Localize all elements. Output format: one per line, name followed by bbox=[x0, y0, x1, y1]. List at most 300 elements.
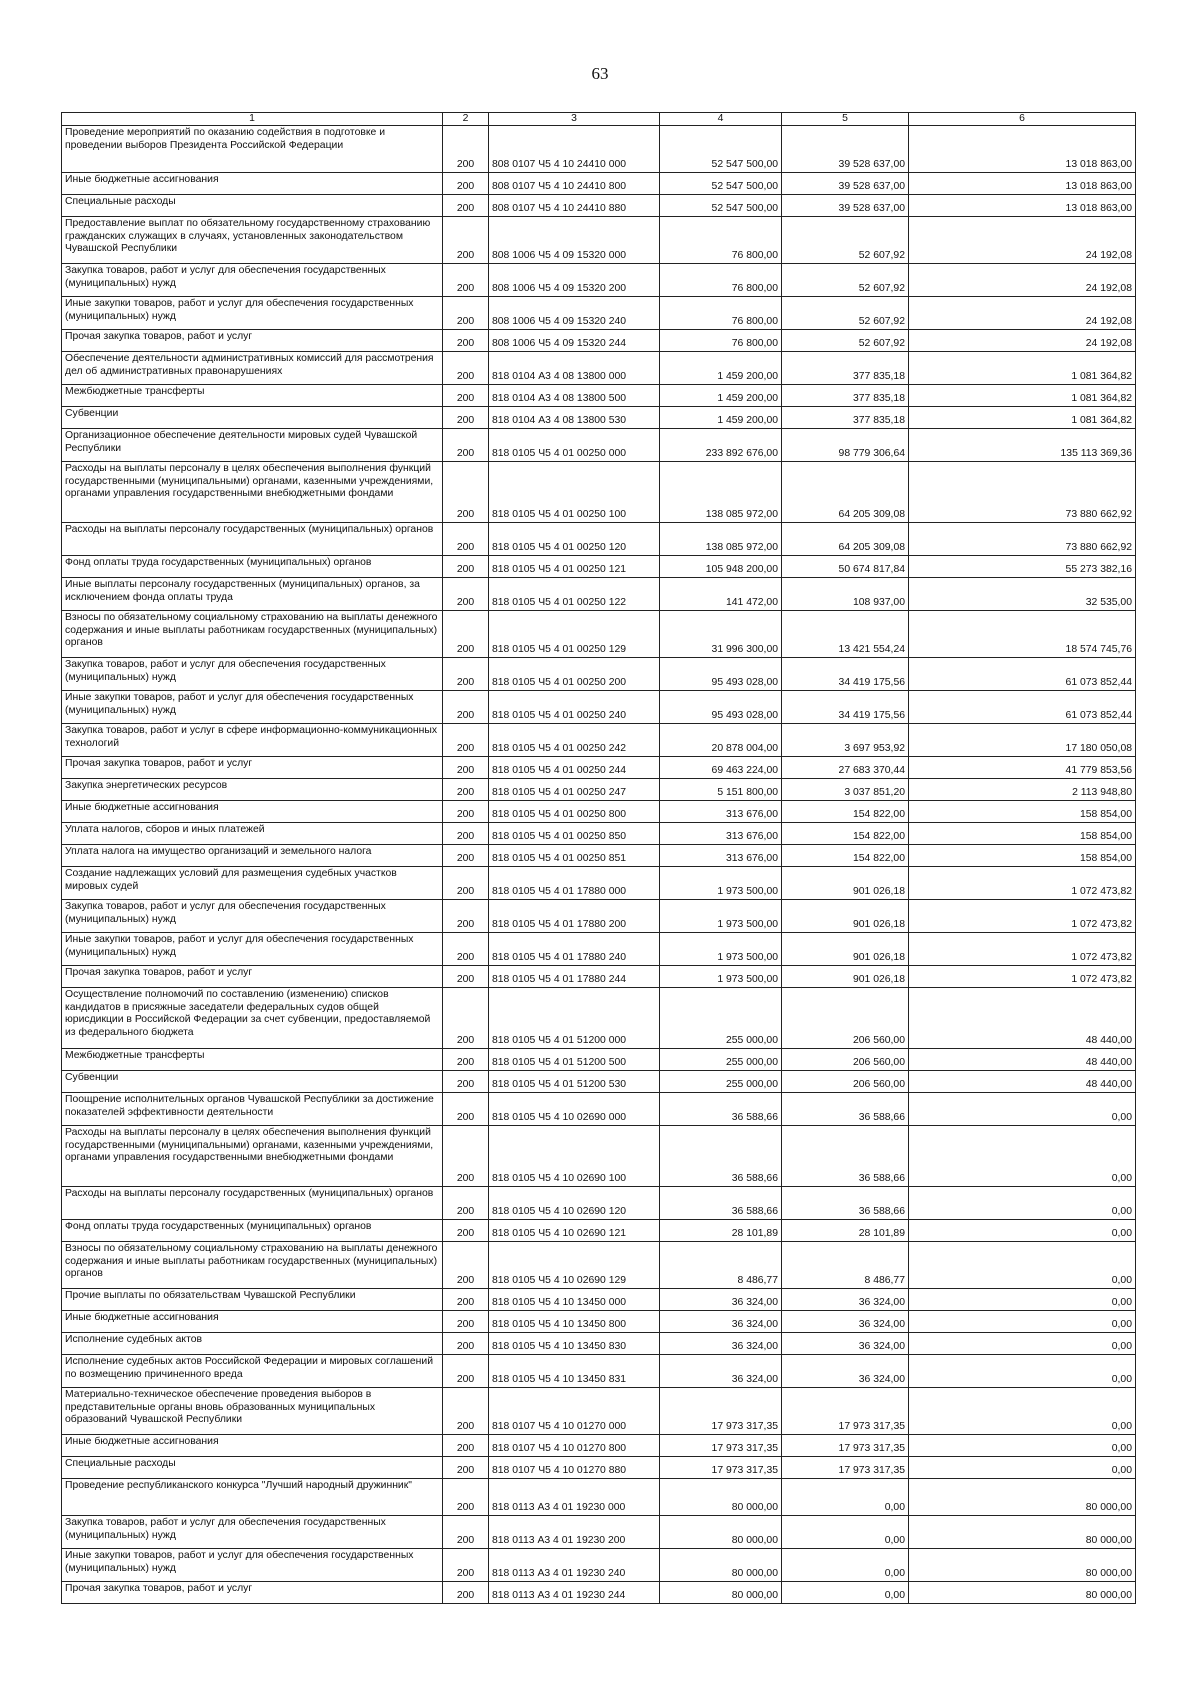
line-code-cell: 200 bbox=[443, 407, 489, 429]
executed-amount-cell: 36 324,00 bbox=[782, 1355, 909, 1388]
table-row bbox=[62, 1289, 1136, 1311]
unexecuted-amount-cell: 1 072 473,82 bbox=[909, 867, 1136, 900]
approved-amount-cell: 313 676,00 bbox=[660, 845, 782, 867]
budget-code-cell: 808 0107 Ч5 4 10 24410 000 bbox=[489, 126, 660, 173]
executed-amount-cell: 377 835,18 bbox=[782, 385, 909, 407]
line-code-cell: 200 bbox=[443, 1333, 489, 1355]
column-header-4: 4 bbox=[660, 113, 782, 126]
budget-code-cell: 818 0105 Ч5 4 10 13450 830 bbox=[489, 1333, 660, 1355]
unexecuted-amount-cell: 73 880 662,92 bbox=[909, 523, 1136, 556]
table-row bbox=[62, 1479, 1136, 1516]
row-name-text: Прочая закупка товаров, работ и услуг bbox=[65, 1583, 253, 1595]
line-code-cell: 200 bbox=[443, 462, 489, 523]
table-row bbox=[62, 845, 1136, 867]
budget-code-cell: 818 0105 Ч5 4 01 00250 242 bbox=[489, 724, 660, 757]
table-row bbox=[62, 578, 1136, 611]
table-row bbox=[62, 1435, 1136, 1457]
approved-amount-cell: 36 324,00 bbox=[660, 1333, 782, 1355]
table-row bbox=[62, 429, 1136, 462]
executed-amount-cell: 36 588,66 bbox=[782, 1093, 909, 1126]
approved-amount-cell: 255 000,00 bbox=[660, 988, 782, 1049]
unexecuted-amount-cell: 17 180 050,08 bbox=[909, 724, 1136, 757]
row-name-text: Закупка товаров, работ и услуг для обеспечения государственных (муниципальных) нужд bbox=[65, 659, 386, 683]
name-cell bbox=[62, 385, 443, 407]
budget-code-cell: 818 0107 Ч5 4 10 01270 880 bbox=[489, 1457, 660, 1479]
unexecuted-amount-cell: 24 192,08 bbox=[909, 264, 1136, 297]
line-code-cell: 200 bbox=[443, 724, 489, 757]
row-name-text: Уплата налога на имущество организаций и земельного налога bbox=[65, 846, 372, 858]
executed-amount-cell: 36 324,00 bbox=[782, 1289, 909, 1311]
budget-code-cell: 818 0104 А3 4 08 13800 530 bbox=[489, 407, 660, 429]
table-row bbox=[62, 195, 1136, 217]
approved-amount-cell: 80 000,00 bbox=[660, 1516, 782, 1549]
table-row bbox=[62, 1333, 1136, 1355]
executed-amount-cell: 34 419 175,56 bbox=[782, 658, 909, 691]
approved-amount-cell: 1 973 500,00 bbox=[660, 900, 782, 933]
approved-amount-cell: 138 085 972,00 bbox=[660, 523, 782, 556]
line-code-cell: 200 bbox=[443, 1582, 489, 1604]
row-name-text: Межбюджетные трансферты bbox=[65, 386, 205, 398]
table-row bbox=[62, 801, 1136, 823]
table-row bbox=[62, 611, 1136, 658]
name-cell bbox=[62, 1516, 443, 1549]
unexecuted-amount-cell: 0,00 bbox=[909, 1093, 1136, 1126]
approved-amount-cell: 69 463 224,00 bbox=[660, 757, 782, 779]
executed-amount-cell: 0,00 bbox=[782, 1479, 909, 1516]
name-cell bbox=[62, 691, 443, 724]
budget-code-cell: 818 0105 Ч5 4 10 13450 800 bbox=[489, 1311, 660, 1333]
name-cell bbox=[62, 126, 443, 173]
budget-code-cell: 818 0105 Ч5 4 01 00250 000 bbox=[489, 429, 660, 462]
row-name-text: Иные закупки товаров, работ и услуг для обеспечения государственных (муниципальных) нужд bbox=[65, 298, 414, 322]
approved-amount-cell: 76 800,00 bbox=[660, 330, 782, 352]
approved-amount-cell: 80 000,00 bbox=[660, 1582, 782, 1604]
budget-code-cell: 818 0105 Ч5 4 01 17880 240 bbox=[489, 933, 660, 966]
row-name-text: Прочая закупка товаров, работ и услуг bbox=[65, 758, 253, 770]
table-row bbox=[62, 1311, 1136, 1333]
unexecuted-amount-cell: 13 018 863,00 bbox=[909, 195, 1136, 217]
row-name-text: Иные бюджетные ассигнования bbox=[65, 174, 219, 186]
line-code-cell: 200 bbox=[443, 352, 489, 385]
line-code-cell: 200 bbox=[443, 578, 489, 611]
approved-amount-cell: 1 973 500,00 bbox=[660, 966, 782, 988]
executed-amount-cell: 154 822,00 bbox=[782, 801, 909, 823]
executed-amount-cell: 39 528 637,00 bbox=[782, 126, 909, 173]
row-name-text: Иные бюджетные ассигнования bbox=[65, 802, 219, 814]
line-code-cell: 200 bbox=[443, 933, 489, 966]
table-row bbox=[62, 724, 1136, 757]
column-header-3: 3 bbox=[489, 113, 660, 126]
line-code-cell: 200 bbox=[443, 1388, 489, 1435]
column-header-2: 2 bbox=[443, 113, 489, 126]
unexecuted-amount-cell: 2 113 948,80 bbox=[909, 779, 1136, 801]
name-cell bbox=[62, 297, 443, 330]
unexecuted-amount-cell: 0,00 bbox=[909, 1220, 1136, 1242]
name-cell bbox=[62, 264, 443, 297]
executed-amount-cell: 901 026,18 bbox=[782, 900, 909, 933]
name-cell bbox=[62, 801, 443, 823]
unexecuted-amount-cell: 61 073 852,44 bbox=[909, 691, 1136, 724]
line-code-cell: 200 bbox=[443, 1126, 489, 1187]
approved-amount-cell: 105 948 200,00 bbox=[660, 556, 782, 578]
unexecuted-amount-cell: 0,00 bbox=[909, 1311, 1136, 1333]
approved-amount-cell: 36 324,00 bbox=[660, 1355, 782, 1388]
table-row bbox=[62, 757, 1136, 779]
unexecuted-amount-cell: 80 000,00 bbox=[909, 1479, 1136, 1516]
approved-amount-cell: 1 459 200,00 bbox=[660, 352, 782, 385]
unexecuted-amount-cell: 48 440,00 bbox=[909, 988, 1136, 1049]
row-name-text: Специальные расходы bbox=[65, 1458, 176, 1470]
name-cell bbox=[62, 1549, 443, 1582]
executed-amount-cell: 0,00 bbox=[782, 1516, 909, 1549]
budget-code-cell: 818 0105 Ч5 4 01 00250 851 bbox=[489, 845, 660, 867]
approved-amount-cell: 313 676,00 bbox=[660, 801, 782, 823]
approved-amount-cell: 80 000,00 bbox=[660, 1479, 782, 1516]
unexecuted-amount-cell: 0,00 bbox=[909, 1126, 1136, 1187]
budget-code-cell: 818 0104 А3 4 08 13800 000 bbox=[489, 352, 660, 385]
executed-amount-cell: 36 588,66 bbox=[782, 1187, 909, 1220]
budget-code-cell: 818 0105 Ч5 4 10 02690 121 bbox=[489, 1220, 660, 1242]
row-name-text: Материально-техническое обеспечение проведения выборов в представительные органы вновь образованных муниципальных образований Чувашской Республики bbox=[65, 1389, 376, 1426]
line-code-cell: 200 bbox=[443, 988, 489, 1049]
row-name-text: Создание надлежащих условий для размещения судебных участков мировых судей bbox=[65, 868, 397, 892]
unexecuted-amount-cell: 158 854,00 bbox=[909, 801, 1136, 823]
name-cell bbox=[62, 757, 443, 779]
table-row bbox=[62, 1516, 1136, 1549]
budget-code-cell: 818 0105 Ч5 4 01 00250 121 bbox=[489, 556, 660, 578]
name-cell bbox=[62, 1242, 443, 1289]
unexecuted-amount-cell: 1 081 364,82 bbox=[909, 352, 1136, 385]
table-row bbox=[62, 264, 1136, 297]
unexecuted-amount-cell: 0,00 bbox=[909, 1187, 1136, 1220]
line-code-cell: 200 bbox=[443, 1093, 489, 1126]
line-code-cell: 200 bbox=[443, 1457, 489, 1479]
line-code-cell: 200 bbox=[443, 330, 489, 352]
unexecuted-amount-cell: 0,00 bbox=[909, 1242, 1136, 1289]
table-row bbox=[62, 1457, 1136, 1479]
table-row bbox=[62, 658, 1136, 691]
budget-code-cell: 818 0105 Ч5 4 10 02690 100 bbox=[489, 1126, 660, 1187]
budget-code-cell: 818 0113 А3 4 01 19230 240 bbox=[489, 1549, 660, 1582]
budget-code-cell: 818 0105 Ч5 4 01 51200 500 bbox=[489, 1049, 660, 1071]
row-name-text: Фонд оплаты труда государственных (муниципальных) органов bbox=[65, 557, 372, 569]
budget-code-cell: 818 0105 Ч5 4 01 00250 122 bbox=[489, 578, 660, 611]
executed-amount-cell: 154 822,00 bbox=[782, 823, 909, 845]
executed-amount-cell: 52 607,92 bbox=[782, 217, 909, 264]
row-name-text: Обеспечение деятельности административных комиссий для рассмотрения дел об административных правонарушениях bbox=[65, 353, 434, 377]
column-header-1: 1 bbox=[62, 113, 443, 126]
name-cell bbox=[62, 1355, 443, 1388]
line-code-cell: 200 bbox=[443, 1516, 489, 1549]
name-cell bbox=[62, 1187, 443, 1220]
approved-amount-cell: 20 878 004,00 bbox=[660, 724, 782, 757]
approved-amount-cell: 31 996 300,00 bbox=[660, 611, 782, 658]
executed-amount-cell: 17 973 317,35 bbox=[782, 1388, 909, 1435]
budget-code-cell: 818 0105 Ч5 4 01 00250 200 bbox=[489, 658, 660, 691]
name-cell bbox=[62, 1126, 443, 1187]
name-cell bbox=[62, 330, 443, 352]
name-cell bbox=[62, 1289, 443, 1311]
unexecuted-amount-cell: 0,00 bbox=[909, 1388, 1136, 1435]
name-cell bbox=[62, 462, 443, 523]
row-name-text: Прочие выплаты по обязательствам Чувашской Республики bbox=[65, 1290, 356, 1302]
row-name-text: Закупка энергетических ресурсов bbox=[65, 780, 228, 792]
table-row bbox=[62, 1187, 1136, 1220]
table-row bbox=[62, 1071, 1136, 1093]
name-cell bbox=[62, 933, 443, 966]
executed-amount-cell: 3 037 851,20 bbox=[782, 779, 909, 801]
name-cell bbox=[62, 578, 443, 611]
budget-code-cell: 818 0105 Ч5 4 01 17880 244 bbox=[489, 966, 660, 988]
budget-code-cell: 808 0107 Ч5 4 10 24410 880 bbox=[489, 195, 660, 217]
line-code-cell: 200 bbox=[443, 845, 489, 867]
line-code-cell: 200 bbox=[443, 1049, 489, 1071]
executed-amount-cell: 13 421 554,24 bbox=[782, 611, 909, 658]
name-cell bbox=[62, 217, 443, 264]
row-name-text: Иные закупки товаров, работ и услуг для обеспечения государственных (муниципальных) нужд bbox=[65, 934, 414, 958]
executed-amount-cell: 377 835,18 bbox=[782, 352, 909, 385]
unexecuted-amount-cell: 55 273 382,16 bbox=[909, 556, 1136, 578]
name-cell bbox=[62, 658, 443, 691]
executed-amount-cell: 154 822,00 bbox=[782, 845, 909, 867]
budget-code-cell: 818 0113 А3 4 01 19230 000 bbox=[489, 1479, 660, 1516]
row-name-text: Субвенции bbox=[65, 408, 119, 420]
approved-amount-cell: 313 676,00 bbox=[660, 823, 782, 845]
approved-amount-cell: 138 085 972,00 bbox=[660, 462, 782, 523]
budget-code-cell: 818 0105 Ч5 4 01 00250 100 bbox=[489, 462, 660, 523]
executed-amount-cell: 27 683 370,44 bbox=[782, 757, 909, 779]
budget-code-cell: 818 0105 Ч5 4 01 00250 247 bbox=[489, 779, 660, 801]
table-row bbox=[62, 462, 1136, 523]
table-row bbox=[62, 330, 1136, 352]
unexecuted-amount-cell: 158 854,00 bbox=[909, 845, 1136, 867]
table-row bbox=[62, 988, 1136, 1049]
unexecuted-amount-cell: 48 440,00 bbox=[909, 1071, 1136, 1093]
line-code-cell: 200 bbox=[443, 1289, 489, 1311]
budget-code-cell: 808 1006 Ч5 4 09 15320 000 bbox=[489, 217, 660, 264]
row-name-text: Фонд оплаты труда государственных (муниципальных) органов bbox=[65, 1221, 372, 1233]
approved-amount-cell: 36 588,66 bbox=[660, 1187, 782, 1220]
line-code-cell: 200 bbox=[443, 900, 489, 933]
row-name-text: Закупка товаров, работ и услуг для обеспечения государственных (муниципальных) нужд bbox=[65, 1517, 386, 1541]
budget-code-cell: 808 1006 Ч5 4 09 15320 200 bbox=[489, 264, 660, 297]
table-row bbox=[62, 1093, 1136, 1126]
name-cell bbox=[62, 1582, 443, 1604]
row-name-text: Закупка товаров, работ и услуг для обеспечения государственных (муниципальных) нужд bbox=[65, 265, 386, 289]
column-header-5: 5 bbox=[782, 113, 909, 126]
budget-code-cell: 818 0105 Ч5 4 01 00250 244 bbox=[489, 757, 660, 779]
row-name-text: Организационное обеспечение деятельности мировых судей Чувашской Республики bbox=[65, 430, 418, 454]
table-row bbox=[62, 385, 1136, 407]
unexecuted-amount-cell: 0,00 bbox=[909, 1457, 1136, 1479]
row-name-text: Специальные расходы bbox=[65, 196, 176, 208]
table-row bbox=[62, 1242, 1136, 1289]
name-cell bbox=[62, 823, 443, 845]
name-cell bbox=[62, 1220, 443, 1242]
row-name-text: Поощрение исполнительных органов Чувашской Республики за достижение показателей эффективности деятельности bbox=[65, 1094, 434, 1118]
row-name-text: Расходы на выплаты персоналу в целях обеспечения выполнения функций государственными (муниципальными) органами, казенными учреждениями, органами управления государственными внебюджетными фондами bbox=[65, 1127, 434, 1164]
budget-code-cell: 818 0105 Ч5 4 01 17880 200 bbox=[489, 900, 660, 933]
line-code-cell: 200 bbox=[443, 757, 489, 779]
row-name-text: Иные закупки товаров, работ и услуг для обеспечения государственных (муниципальных) нужд bbox=[65, 1550, 414, 1574]
table-row bbox=[62, 900, 1136, 933]
budget-code-cell: 818 0105 Ч5 4 10 02690 129 bbox=[489, 1242, 660, 1289]
executed-amount-cell: 52 607,92 bbox=[782, 330, 909, 352]
executed-amount-cell: 52 607,92 bbox=[782, 264, 909, 297]
line-code-cell: 200 bbox=[443, 779, 489, 801]
row-name-text: Взносы по обязательному социальному страхованию на выплаты денежного содержания и иные выплаты работникам государственных (муниципальных) органов bbox=[65, 612, 438, 649]
line-code-cell: 200 bbox=[443, 264, 489, 297]
budget-code-cell: 818 0105 Ч5 4 01 00250 240 bbox=[489, 691, 660, 724]
unexecuted-amount-cell: 0,00 bbox=[909, 1355, 1136, 1388]
page-number: 63 bbox=[591, 64, 609, 83]
row-name-text: Прочая закупка товаров, работ и услуг bbox=[65, 967, 253, 979]
unexecuted-amount-cell: 41 779 853,56 bbox=[909, 757, 1136, 779]
line-code-cell: 200 bbox=[443, 195, 489, 217]
executed-amount-cell: 206 560,00 bbox=[782, 1071, 909, 1093]
executed-amount-cell: 0,00 bbox=[782, 1549, 909, 1582]
name-cell bbox=[62, 845, 443, 867]
line-code-cell: 200 bbox=[443, 523, 489, 556]
executed-amount-cell: 901 026,18 bbox=[782, 966, 909, 988]
budget-code-cell: 818 0105 Ч5 4 10 13450 831 bbox=[489, 1355, 660, 1388]
approved-amount-cell: 255 000,00 bbox=[660, 1071, 782, 1093]
name-cell bbox=[62, 407, 443, 429]
line-code-cell: 200 bbox=[443, 691, 489, 724]
table-row bbox=[62, 1549, 1136, 1582]
table-row bbox=[62, 126, 1136, 173]
table-row bbox=[62, 352, 1136, 385]
table-row bbox=[62, 933, 1136, 966]
approved-amount-cell: 95 493 028,00 bbox=[660, 691, 782, 724]
name-cell bbox=[62, 352, 443, 385]
unexecuted-amount-cell: 24 192,08 bbox=[909, 297, 1136, 330]
row-name-text: Иные бюджетные ассигнования bbox=[65, 1436, 219, 1448]
row-name-text: Взносы по обязательному социальному страхованию на выплаты денежного содержания и иные выплаты работникам государственных (муниципальных) органов bbox=[65, 1243, 438, 1280]
line-code-cell: 200 bbox=[443, 217, 489, 264]
line-code-cell: 200 bbox=[443, 556, 489, 578]
approved-amount-cell: 52 547 500,00 bbox=[660, 173, 782, 195]
line-code-cell: 200 bbox=[443, 823, 489, 845]
budget-code-cell: 818 0105 Ч5 4 01 51200 000 bbox=[489, 988, 660, 1049]
line-code-cell: 200 bbox=[443, 1071, 489, 1093]
approved-amount-cell: 17 973 317,35 bbox=[660, 1457, 782, 1479]
executed-amount-cell: 39 528 637,00 bbox=[782, 195, 909, 217]
name-cell bbox=[62, 1333, 443, 1355]
name-cell bbox=[62, 867, 443, 900]
budget-code-cell: 818 0113 А3 4 01 19230 244 bbox=[489, 1582, 660, 1604]
row-name-text: Уплата налогов, сборов и иных платежей bbox=[65, 824, 265, 836]
approved-amount-cell: 141 472,00 bbox=[660, 578, 782, 611]
row-name-text: Проведение республиканского конкурса "Лучший народный дружинник" bbox=[65, 1480, 412, 1492]
unexecuted-amount-cell: 135 113 369,36 bbox=[909, 429, 1136, 462]
approved-amount-cell: 17 973 317,35 bbox=[660, 1435, 782, 1457]
executed-amount-cell: 17 973 317,35 bbox=[782, 1435, 909, 1457]
table-row bbox=[62, 1355, 1136, 1388]
table-row bbox=[62, 173, 1136, 195]
row-name-text: Исполнение судебных актов Российской Федерации и мировых соглашений по возмещению причиненного вреда bbox=[65, 1356, 434, 1380]
line-code-cell: 200 bbox=[443, 1220, 489, 1242]
executed-amount-cell: 64 205 309,08 bbox=[782, 523, 909, 556]
table-body bbox=[62, 126, 1136, 1604]
unexecuted-amount-cell: 0,00 bbox=[909, 1333, 1136, 1355]
table-row bbox=[62, 966, 1136, 988]
approved-amount-cell: 36 588,66 bbox=[660, 1093, 782, 1126]
table-row bbox=[62, 1220, 1136, 1242]
row-name-text: Расходы на выплаты персоналу государственных (муниципальных) органов bbox=[65, 524, 434, 536]
table-row bbox=[62, 556, 1136, 578]
table-row bbox=[62, 823, 1136, 845]
budget-code-cell: 818 0104 А3 4 08 13800 500 bbox=[489, 385, 660, 407]
name-cell bbox=[62, 523, 443, 556]
budget-code-cell: 818 0105 Ч5 4 10 13450 000 bbox=[489, 1289, 660, 1311]
name-cell bbox=[62, 1435, 443, 1457]
line-code-cell: 200 bbox=[443, 126, 489, 173]
approved-amount-cell: 36 324,00 bbox=[660, 1289, 782, 1311]
executed-amount-cell: 36 588,66 bbox=[782, 1126, 909, 1187]
table-row bbox=[62, 691, 1136, 724]
row-name-text: Прочая закупка товаров, работ и услуг bbox=[65, 331, 253, 343]
unexecuted-amount-cell: 24 192,08 bbox=[909, 330, 1136, 352]
executed-amount-cell: 206 560,00 bbox=[782, 988, 909, 1049]
approved-amount-cell: 1 459 200,00 bbox=[660, 385, 782, 407]
name-cell bbox=[62, 1479, 443, 1516]
executed-amount-cell: 108 937,00 bbox=[782, 578, 909, 611]
name-cell bbox=[62, 988, 443, 1049]
header-row bbox=[62, 113, 1136, 126]
approved-amount-cell: 95 493 028,00 bbox=[660, 658, 782, 691]
table-row bbox=[62, 1049, 1136, 1071]
executed-amount-cell: 34 419 175,56 bbox=[782, 691, 909, 724]
budget-code-cell: 818 0105 Ч5 4 01 00250 120 bbox=[489, 523, 660, 556]
unexecuted-amount-cell: 73 880 662,92 bbox=[909, 462, 1136, 523]
approved-amount-cell: 1 973 500,00 bbox=[660, 867, 782, 900]
name-cell bbox=[62, 1049, 443, 1071]
line-code-cell: 200 bbox=[443, 1479, 489, 1516]
row-name-text: Субвенции bbox=[65, 1072, 119, 1084]
line-code-cell: 200 bbox=[443, 867, 489, 900]
name-cell bbox=[62, 724, 443, 757]
budget-code-cell: 808 0107 Ч5 4 10 24410 800 bbox=[489, 173, 660, 195]
row-name-text: Осуществление полномочий по составлению (изменению) списков кандидатов в присяжные заседатели федеральных судов общей юрисдикции в Российской Федерации за счет субвенции, предоставляемой из федерального бюджета bbox=[65, 989, 431, 1038]
name-cell bbox=[62, 1311, 443, 1333]
budget-code-cell: 818 0105 Ч5 4 01 51200 530 bbox=[489, 1071, 660, 1093]
approved-amount-cell: 255 000,00 bbox=[660, 1049, 782, 1071]
budget-code-cell: 818 0105 Ч5 4 01 00250 800 bbox=[489, 801, 660, 823]
table-row bbox=[62, 779, 1136, 801]
unexecuted-amount-cell: 1 081 364,82 bbox=[909, 407, 1136, 429]
table-row bbox=[62, 297, 1136, 330]
row-name-text: Исполнение судебных актов bbox=[65, 1334, 203, 1346]
approved-amount-cell: 76 800,00 bbox=[660, 297, 782, 330]
line-code-cell: 200 bbox=[443, 801, 489, 823]
executed-amount-cell: 52 607,92 bbox=[782, 297, 909, 330]
executed-amount-cell: 50 674 817,84 bbox=[782, 556, 909, 578]
unexecuted-amount-cell: 1 072 473,82 bbox=[909, 933, 1136, 966]
executed-amount-cell: 39 528 637,00 bbox=[782, 173, 909, 195]
unexecuted-amount-cell: 48 440,00 bbox=[909, 1049, 1136, 1071]
row-name-text: Расходы на выплаты персоналу в целях обеспечения выполнения функций государственными (муниципальными) органами, казенными учреждениями, органами управления государственными внебюджетными фондами bbox=[65, 463, 434, 500]
table-row bbox=[62, 523, 1136, 556]
row-name-text: Иные бюджетные ассигнования bbox=[65, 1312, 219, 1324]
executed-amount-cell: 28 101,89 bbox=[782, 1220, 909, 1242]
executed-amount-cell: 901 026,18 bbox=[782, 867, 909, 900]
line-code-cell: 200 bbox=[443, 385, 489, 407]
budget-table bbox=[61, 112, 1136, 1604]
name-cell bbox=[62, 173, 443, 195]
line-code-cell: 200 bbox=[443, 173, 489, 195]
line-code-cell: 200 bbox=[443, 1355, 489, 1388]
